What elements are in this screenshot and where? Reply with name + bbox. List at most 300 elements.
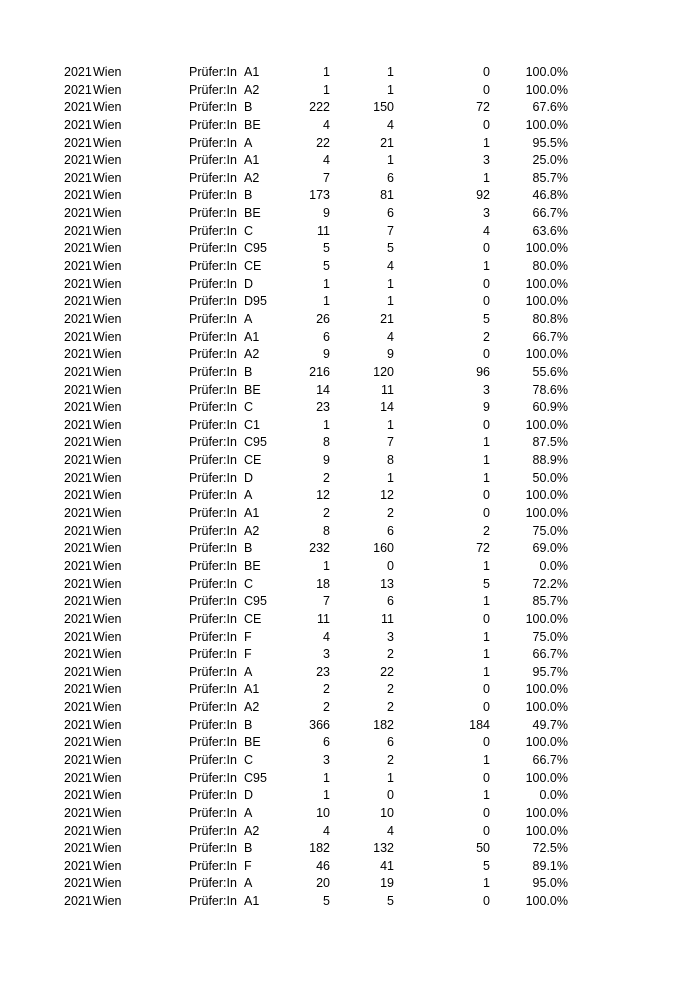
count-total-cell: 182: [309, 841, 330, 856]
count-total-cell: 1: [323, 770, 330, 785]
pass-rate-cell: 46.8%: [532, 188, 568, 203]
count-passed-cell: 4: [387, 823, 394, 838]
count-failed-cell: 1: [483, 664, 490, 679]
year-cell: 2021: [64, 876, 92, 891]
city-cell: Wien: [93, 100, 122, 115]
class-cell: A1: [244, 329, 260, 344]
pass-rate-cell: 75.0%: [532, 629, 568, 644]
class-cell: C95: [244, 770, 267, 785]
pass-rate-cell: 100.0%: [525, 65, 568, 79]
pass-rate-cell: 100.0%: [525, 82, 568, 97]
year-cell: 2021: [64, 170, 92, 185]
year-cell: 2021: [64, 523, 92, 538]
count-failed-cell: 92: [476, 188, 490, 203]
count-passed-cell: 132: [373, 841, 394, 856]
count-total-cell: 1: [323, 788, 330, 803]
count-failed-cell: 184: [469, 717, 490, 732]
class-cell: A2: [244, 347, 260, 362]
role-cell: Prüfer:In: [189, 841, 237, 856]
year-cell: 2021: [64, 276, 92, 291]
table-row: [0, 893, 700, 911]
role-cell: Prüfer:In: [189, 311, 237, 326]
pass-rate-cell: 95.5%: [532, 135, 568, 150]
count-total-cell: 9: [323, 206, 330, 221]
role-cell: Prüfer:In: [189, 876, 237, 891]
pass-rate-cell: 100.0%: [525, 417, 568, 432]
count-passed-cell: 1: [387, 82, 394, 97]
pass-rate-cell: 25.0%: [532, 153, 568, 168]
role-cell: Prüfer:In: [189, 117, 237, 132]
year-cell: 2021: [64, 823, 92, 838]
role-cell: Prüfer:In: [189, 558, 237, 573]
table-row: [0, 770, 700, 788]
class-cell: A: [244, 805, 253, 820]
year-cell: 2021: [64, 311, 92, 326]
year-cell: 2021: [64, 206, 92, 221]
table-row: [0, 840, 700, 858]
count-failed-cell: 1: [483, 259, 490, 274]
count-total-cell: 11: [317, 611, 330, 626]
year-cell: 2021: [64, 117, 92, 132]
table-row: [0, 258, 700, 276]
class-cell: A: [244, 664, 253, 679]
year-cell: 2021: [64, 100, 92, 115]
pass-rate-cell: 95.7%: [532, 664, 568, 679]
count-total-cell: 23: [316, 664, 330, 679]
class-cell: C95: [244, 241, 267, 256]
pass-rate-cell: 66.7%: [532, 206, 568, 221]
table-row: [0, 470, 700, 488]
year-cell: 2021: [64, 470, 92, 485]
role-cell: Prüfer:In: [189, 788, 237, 803]
table-row: [0, 487, 700, 505]
class-cell: F: [244, 647, 252, 662]
table-row: [0, 875, 700, 893]
city-cell: Wien: [93, 594, 122, 609]
count-passed-cell: 10: [380, 805, 394, 820]
city-cell: Wien: [93, 347, 122, 362]
count-failed-cell: 1: [483, 170, 490, 185]
class-cell: A2: [244, 82, 260, 97]
city-cell: Wien: [93, 488, 122, 503]
role-cell: Prüfer:In: [189, 382, 237, 397]
city-cell: Wien: [93, 311, 122, 326]
count-passed-cell: 6: [387, 735, 394, 750]
role-cell: Prüfer:In: [189, 506, 237, 521]
role-cell: Prüfer:In: [189, 682, 237, 697]
count-passed-cell: 14: [380, 400, 394, 415]
count-passed-cell: 9: [387, 347, 394, 362]
count-passed-cell: 7: [387, 223, 394, 238]
pass-rate-cell: 100.0%: [525, 506, 568, 521]
pass-rate-cell: 67.6%: [532, 100, 568, 115]
city-cell: Wien: [93, 188, 122, 203]
count-passed-cell: 6: [387, 206, 394, 221]
count-total-cell: 5: [323, 259, 330, 274]
count-failed-cell: 0: [483, 82, 490, 97]
role-cell: Prüfer:In: [189, 294, 237, 309]
count-total-cell: 26: [316, 311, 330, 326]
count-total-cell: 5: [323, 894, 330, 909]
pass-rate-cell: 80.8%: [532, 311, 568, 326]
pass-rate-cell: 0.0%: [539, 788, 568, 803]
count-passed-cell: 2: [387, 506, 394, 521]
role-cell: Prüfer:In: [189, 664, 237, 679]
pass-rate-cell: 95.0%: [532, 876, 568, 891]
count-failed-cell: 3: [483, 206, 490, 221]
city-cell: Wien: [93, 117, 122, 132]
class-cell: A2: [244, 823, 260, 838]
count-total-cell: 3: [323, 647, 330, 662]
count-failed-cell: 1: [483, 435, 490, 450]
pass-rate-cell: 100.0%: [525, 700, 568, 715]
table-row: [0, 576, 700, 594]
class-cell: A1: [244, 506, 260, 521]
pass-rate-cell: 100.0%: [525, 682, 568, 697]
count-total-cell: 2: [323, 470, 330, 485]
table-row: [0, 452, 700, 470]
count-total-cell: 2: [323, 700, 330, 715]
class-cell: A1: [244, 153, 260, 168]
count-failed-cell: 0: [483, 65, 490, 79]
pass-rate-cell: 63.6%: [532, 223, 568, 238]
class-cell: A1: [244, 682, 260, 697]
year-cell: 2021: [64, 770, 92, 785]
table-row: [0, 364, 700, 382]
year-cell: 2021: [64, 664, 92, 679]
pass-rate-cell: 55.6%: [532, 364, 568, 379]
count-total-cell: 4: [323, 117, 330, 132]
table-row: [0, 646, 700, 664]
year-cell: 2021: [64, 611, 92, 626]
role-cell: Prüfer:In: [189, 488, 237, 503]
year-cell: 2021: [64, 223, 92, 238]
year-cell: 2021: [64, 717, 92, 732]
class-cell: BE: [244, 117, 261, 132]
class-cell: A1: [244, 894, 260, 909]
year-cell: 2021: [64, 752, 92, 767]
count-total-cell: 232: [309, 541, 330, 556]
count-failed-cell: 0: [483, 735, 490, 750]
table-row: [0, 293, 700, 311]
count-passed-cell: 1: [387, 294, 394, 309]
pass-rate-cell: 100.0%: [525, 894, 568, 909]
count-failed-cell: 0: [483, 770, 490, 785]
count-passed-cell: 6: [387, 594, 394, 609]
count-total-cell: 216: [309, 364, 330, 379]
role-cell: Prüfer:In: [189, 82, 237, 97]
count-failed-cell: 1: [483, 647, 490, 662]
year-cell: 2021: [64, 558, 92, 573]
count-failed-cell: 5: [483, 858, 490, 873]
count-passed-cell: 1: [387, 276, 394, 291]
table-row: [0, 64, 700, 82]
count-failed-cell: 0: [483, 700, 490, 715]
pass-rate-cell: 75.0%: [532, 523, 568, 538]
class-cell: C: [244, 223, 254, 238]
table-row: [0, 135, 700, 153]
pass-rate-cell: 49.7%: [532, 717, 568, 732]
class-cell: A: [244, 876, 253, 891]
role-cell: Prüfer:In: [189, 417, 237, 432]
count-passed-cell: 21: [380, 311, 394, 326]
table-row: [0, 417, 700, 435]
count-failed-cell: 1: [483, 558, 490, 573]
count-failed-cell: 72: [476, 100, 490, 115]
count-passed-cell: 11: [381, 382, 394, 397]
city-cell: Wien: [93, 417, 122, 432]
count-passed-cell: 22: [380, 664, 394, 679]
year-cell: 2021: [64, 594, 92, 609]
count-total-cell: 7: [323, 170, 330, 185]
role-cell: Prüfer:In: [189, 435, 237, 450]
table-row: [0, 593, 700, 611]
role-cell: Prüfer:In: [189, 259, 237, 274]
role-cell: Prüfer:In: [189, 523, 237, 538]
count-failed-cell: 3: [483, 382, 490, 397]
year-cell: 2021: [64, 858, 92, 873]
table-row: [0, 346, 700, 364]
count-total-cell: 222: [309, 100, 330, 115]
year-cell: 2021: [64, 435, 92, 450]
role-cell: Prüfer:In: [189, 170, 237, 185]
count-failed-cell: 0: [483, 276, 490, 291]
table-row: [0, 187, 700, 205]
year-cell: 2021: [64, 382, 92, 397]
count-passed-cell: 0: [387, 558, 394, 573]
role-cell: Prüfer:In: [189, 629, 237, 644]
class-cell: BE: [244, 558, 261, 573]
count-passed-cell: 120: [373, 364, 394, 379]
class-cell: B: [244, 717, 253, 732]
year-cell: 2021: [64, 647, 92, 662]
count-failed-cell: 1: [483, 470, 490, 485]
role-cell: Prüfer:In: [189, 206, 237, 221]
count-passed-cell: 182: [373, 717, 394, 732]
role-cell: Prüfer:In: [189, 805, 237, 820]
city-cell: Wien: [93, 558, 122, 573]
count-total-cell: 3: [323, 752, 330, 767]
count-total-cell: 12: [316, 488, 330, 503]
count-total-cell: 14: [316, 382, 330, 397]
city-cell: Wien: [93, 294, 122, 309]
pass-rate-cell: 88.9%: [532, 453, 568, 468]
count-passed-cell: 1: [387, 470, 394, 485]
city-cell: Wien: [93, 876, 122, 891]
class-cell: CE: [244, 453, 262, 468]
role-cell: Prüfer:In: [189, 329, 237, 344]
class-cell: D95: [244, 294, 267, 309]
city-cell: Wien: [93, 717, 122, 732]
city-cell: Wien: [93, 206, 122, 221]
role-cell: Prüfer:In: [189, 100, 237, 115]
class-cell: A: [244, 135, 253, 150]
count-passed-cell: 19: [380, 876, 394, 891]
class-cell: C: [244, 752, 254, 767]
role-cell: Prüfer:In: [189, 223, 237, 238]
table-row: [0, 99, 700, 117]
table-row: [0, 382, 700, 400]
role-cell: Prüfer:In: [189, 858, 237, 873]
class-cell: A: [244, 311, 253, 326]
count-failed-cell: 4: [483, 223, 490, 238]
count-total-cell: 4: [323, 823, 330, 838]
class-cell: B: [244, 188, 253, 203]
pass-rate-cell: 72.5%: [532, 841, 568, 856]
class-cell: A2: [244, 700, 260, 715]
count-passed-cell: 11: [381, 611, 394, 626]
count-passed-cell: 7: [387, 435, 394, 450]
year-cell: 2021: [64, 417, 92, 432]
count-failed-cell: 0: [483, 682, 490, 697]
count-failed-cell: 0: [483, 894, 490, 909]
count-failed-cell: 3: [483, 153, 490, 168]
class-cell: CE: [244, 611, 262, 626]
pass-rate-cell: 69.0%: [532, 541, 568, 556]
pass-rate-cell: 60.9%: [532, 400, 568, 415]
count-total-cell: 5: [323, 241, 330, 256]
table-row: [0, 276, 700, 294]
role-cell: Prüfer:In: [189, 647, 237, 662]
pass-rate-cell: 66.7%: [532, 647, 568, 662]
city-cell: Wien: [93, 576, 122, 591]
city-cell: Wien: [93, 770, 122, 785]
city-cell: Wien: [93, 823, 122, 838]
year-cell: 2021: [64, 135, 92, 150]
role-cell: Prüfer:In: [189, 576, 237, 591]
count-failed-cell: 1: [483, 135, 490, 150]
count-failed-cell: 1: [483, 629, 490, 644]
count-failed-cell: 1: [483, 876, 490, 891]
count-total-cell: 2: [323, 506, 330, 521]
city-cell: Wien: [93, 82, 122, 97]
city-cell: Wien: [93, 276, 122, 291]
pass-rate-cell: 66.7%: [532, 752, 568, 767]
pass-rate-cell: 100.0%: [525, 241, 568, 256]
table-row: [0, 505, 700, 523]
count-total-cell: 366: [309, 717, 330, 732]
year-cell: 2021: [64, 788, 92, 803]
role-cell: Prüfer:In: [189, 364, 237, 379]
table-row: [0, 805, 700, 823]
count-failed-cell: 50: [476, 841, 490, 856]
count-total-cell: 2: [323, 682, 330, 697]
year-cell: 2021: [64, 188, 92, 203]
role-cell: Prüfer:In: [189, 735, 237, 750]
role-cell: Prüfer:In: [189, 135, 237, 150]
count-passed-cell: 1: [387, 417, 394, 432]
table-row: [0, 329, 700, 347]
city-cell: Wien: [93, 541, 122, 556]
pass-rate-cell: 100.0%: [525, 611, 568, 626]
city-cell: Wien: [93, 752, 122, 767]
city-cell: Wien: [93, 435, 122, 450]
year-cell: 2021: [64, 82, 92, 97]
count-total-cell: 8: [323, 523, 330, 538]
class-cell: F: [244, 858, 252, 873]
count-passed-cell: 0: [387, 788, 394, 803]
class-cell: A2: [244, 170, 260, 185]
count-total-cell: 11: [317, 223, 330, 238]
count-failed-cell: 0: [483, 506, 490, 521]
city-cell: Wien: [93, 65, 122, 79]
role-cell: Prüfer:In: [189, 894, 237, 909]
city-cell: Wien: [93, 611, 122, 626]
pass-rate-cell: 100.0%: [525, 735, 568, 750]
table-row: [0, 205, 700, 223]
city-cell: Wien: [93, 153, 122, 168]
year-cell: 2021: [64, 259, 92, 274]
city-cell: Wien: [93, 647, 122, 662]
count-passed-cell: 1: [387, 770, 394, 785]
city-cell: Wien: [93, 629, 122, 644]
city-cell: Wien: [93, 506, 122, 521]
count-passed-cell: 81: [380, 188, 394, 203]
count-total-cell: 1: [323, 65, 330, 79]
city-cell: Wien: [93, 364, 122, 379]
year-cell: 2021: [64, 65, 92, 79]
table-row: [0, 82, 700, 100]
count-failed-cell: 0: [483, 823, 490, 838]
pass-rate-cell: 100.0%: [525, 117, 568, 132]
class-cell: CE: [244, 259, 262, 274]
count-passed-cell: 160: [373, 541, 394, 556]
count-passed-cell: 2: [387, 647, 394, 662]
count-passed-cell: 13: [380, 576, 394, 591]
year-cell: 2021: [64, 506, 92, 521]
role-cell: Prüfer:In: [189, 188, 237, 203]
class-cell: C: [244, 400, 254, 415]
count-total-cell: 1: [323, 558, 330, 573]
table-row: [0, 611, 700, 629]
class-cell: D: [244, 788, 254, 803]
city-cell: Wien: [93, 805, 122, 820]
city-cell: Wien: [93, 894, 122, 909]
count-total-cell: 7: [323, 594, 330, 609]
table-row: [0, 117, 700, 135]
pass-rate-cell: 72.2%: [532, 576, 568, 591]
count-total-cell: 22: [316, 135, 330, 150]
table-row: [0, 752, 700, 770]
city-cell: Wien: [93, 453, 122, 468]
count-passed-cell: 150: [373, 100, 394, 115]
pass-rate-cell: 87.5%: [532, 435, 568, 450]
year-cell: 2021: [64, 153, 92, 168]
year-cell: 2021: [64, 347, 92, 362]
city-cell: Wien: [93, 841, 122, 856]
table-row: [0, 717, 700, 735]
class-cell: BE: [244, 382, 261, 397]
table-row: [0, 170, 700, 188]
table-row: [0, 681, 700, 699]
pass-rate-cell: 80.0%: [532, 259, 568, 274]
table-row: [0, 434, 700, 452]
pass-rate-cell: 85.7%: [532, 170, 568, 185]
class-cell: B: [244, 841, 253, 856]
year-cell: 2021: [64, 364, 92, 379]
class-cell: A2: [244, 523, 260, 538]
year-cell: 2021: [64, 400, 92, 415]
count-failed-cell: 96: [476, 364, 490, 379]
year-cell: 2021: [64, 682, 92, 697]
role-cell: Prüfer:In: [189, 241, 237, 256]
count-passed-cell: 41: [380, 858, 394, 873]
count-total-cell: 18: [316, 576, 330, 591]
table-row: [0, 399, 700, 417]
count-passed-cell: 8: [387, 453, 394, 468]
pass-rate-cell: 50.0%: [532, 470, 568, 485]
pass-rate-cell: 66.7%: [532, 329, 568, 344]
